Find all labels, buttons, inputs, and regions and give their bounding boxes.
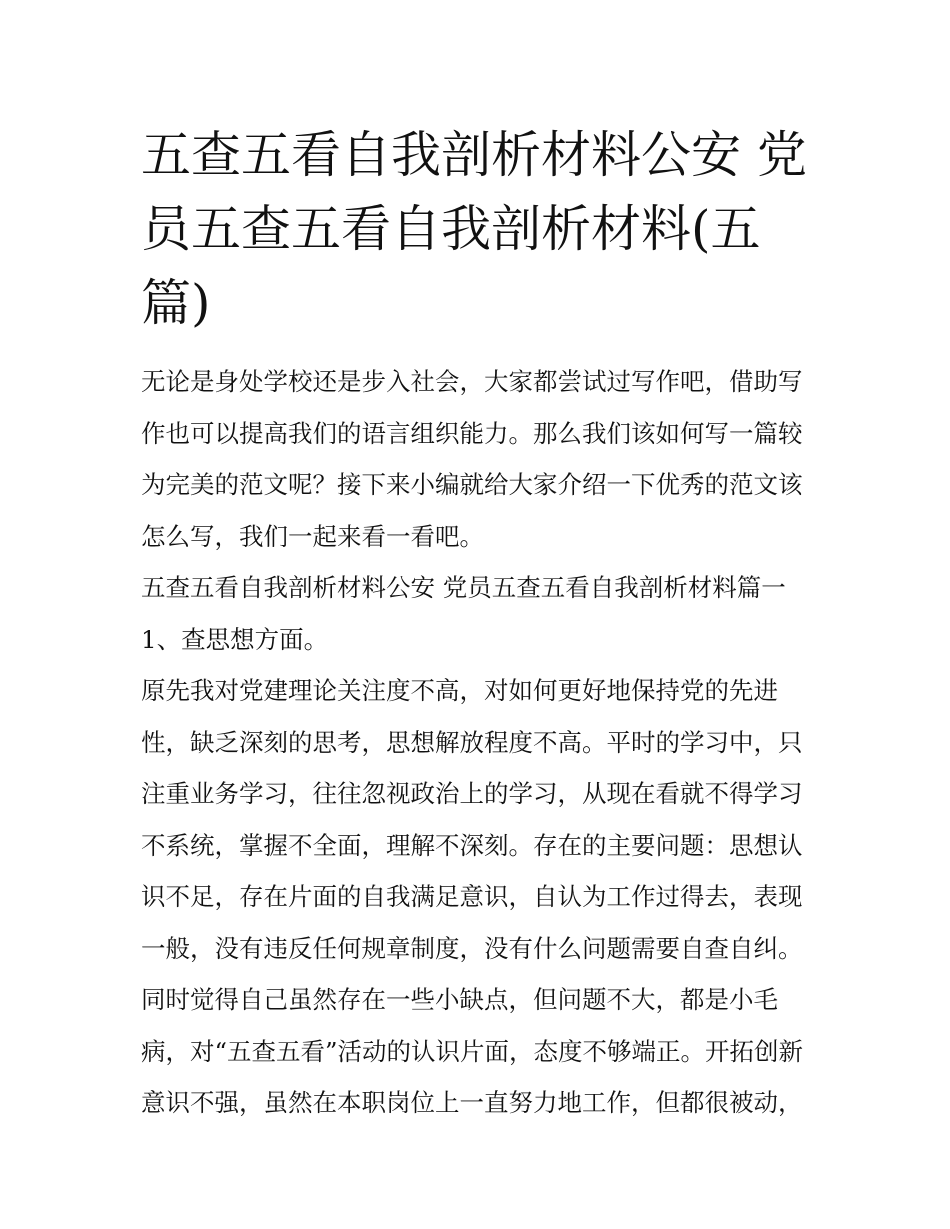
- title-line: 五查五看自我剖析材料公安 党: [141, 126, 807, 184]
- item-heading-text: 1、查思想方面。: [141, 624, 329, 654]
- body-line: 意识不强，虽然在本职岗位上一直努力地工作，但都很被动，: [141, 1088, 803, 1117]
- body-line: 一般，没有违反任何规章制度，没有什么问题需要自查自纠。: [141, 933, 803, 963]
- intro-paragraph: [141, 356, 821, 562]
- body-line: 识不足，存在片面的自我满足意识，自认为工作过得去，表现: [141, 882, 803, 911]
- intro-line: 无论是身处学校还是步入社会，大家都尝试过写作吧，借助写: [141, 367, 803, 396]
- intro-line: 怎么写，我们一起来看一看吧。: [141, 521, 484, 551]
- body-line: 同时觉得自己虽然存在一些小缺点，但问题不大，都是小毛: [141, 985, 778, 1014]
- section-heading-text: 五查五看自我剖析材料公安 党员五查五看自我剖析材料篇一: [141, 573, 786, 602]
- section-heading: [141, 562, 821, 614]
- body-line: 性，缺乏深刻的思考，思想解放程度不高。平时的学习中，只: [141, 727, 803, 757]
- intro-line: 为完美的范文呢？接下来小编就给大家介绍一下优秀的范文该: [141, 470, 803, 499]
- item-heading: [141, 614, 821, 666]
- body-line: 注重业务学习，往往忽视政治上的学习，从现在看就不得学习: [141, 779, 803, 808]
- body-paragraph: [141, 665, 821, 1129]
- title-line: 篇): [141, 274, 211, 332]
- document-title: [141, 118, 821, 340]
- body-line: 原先我对党建理论关注度不高，对如何更好地保持党的先进: [141, 676, 778, 705]
- body-line: 病，对“五查五看”活动的认识片面，态度不够端正。开拓创新: [141, 1036, 804, 1066]
- title-line: 员五查五看自我剖析材料(五: [141, 200, 761, 258]
- intro-line: 作也可以提高我们的语言组织能力。那么我们该如何写一篇较: [141, 418, 803, 448]
- document-content: [141, 118, 821, 1129]
- body-line: 不系统，掌握不全面，理解不深刻。存在的主要问题：思想认: [141, 830, 803, 860]
